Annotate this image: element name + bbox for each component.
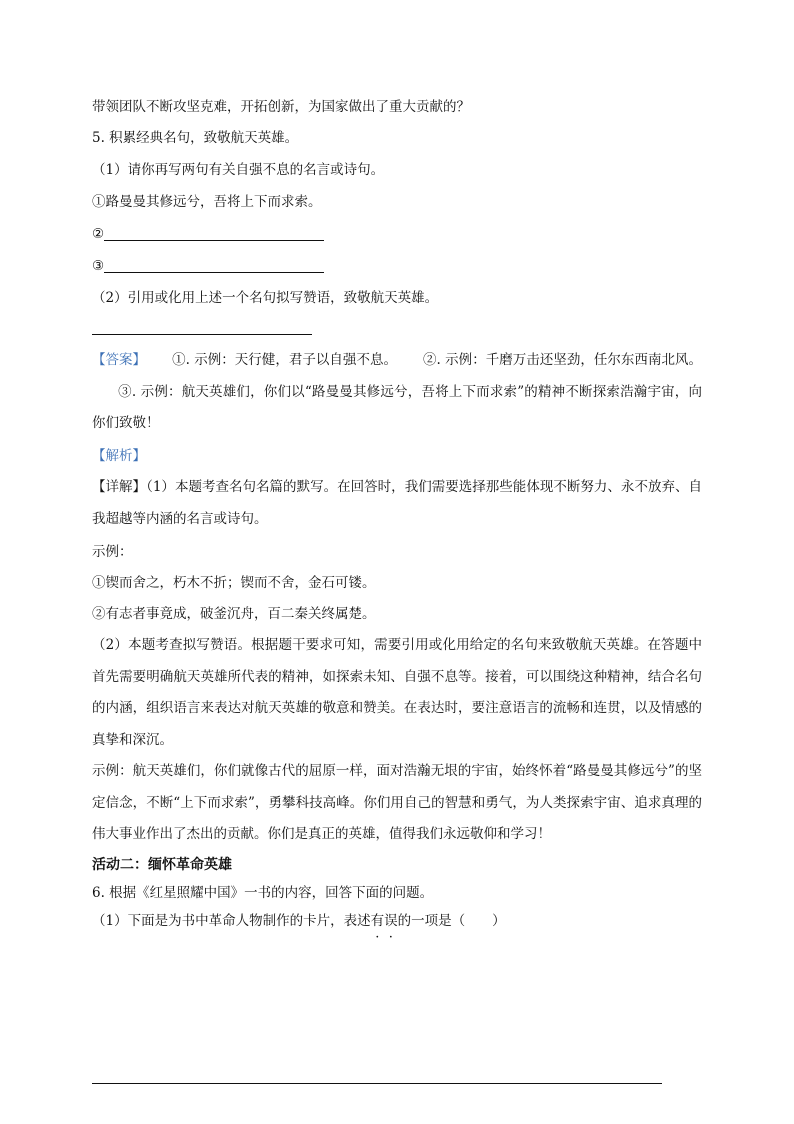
analysis-p3: 示例：航天英雄们，你们就像古代的屈原一样，面对浩瀚无垠的宇宙，始终怀着“路曼曼其修远兮”的坚定信念，不断“上下而求索”，勇攀科技高峰。你们用自己的智慧和勇气，为人类探索宇宙、追求真理的伟大事业作出了杰出的贡献。你们是真正的英雄，值得我们永远敬仰和学习！	[92, 763, 702, 842]
question-6-title: 6. 根据《红星照耀中国》一书的内容，回答下面的问题。	[92, 885, 434, 901]
answer-block	[92, 345, 702, 440]
item3-prefix: ③	[92, 258, 105, 274]
emphasis-char-wu: 误	[384, 913, 398, 929]
analysis-tag: 【解析】	[92, 448, 146, 464]
example-1: ①锲而舍之，朽木不折；锲而不舍，金石可镂。	[92, 575, 376, 591]
question-5-item2	[92, 224, 324, 244]
answer-blank-3[interactable]	[104, 257, 324, 273]
question-5-sub2: （2）引用或化用上述一个名句拟写赞语，致敬航天英雄。	[92, 290, 439, 306]
question-5-title: 5. 积累经典名句，致敬航天英雄。	[92, 130, 299, 146]
answer-blank-4-row	[92, 318, 312, 338]
question-6-sub1	[92, 911, 506, 931]
detail-tag: 【详解】	[92, 479, 147, 495]
answer-tag: 【答案】	[92, 352, 147, 368]
example-label: 示例：	[92, 544, 133, 560]
q6-sub1-part-d: 的一项是（ ）	[397, 913, 506, 929]
activity-2-heading: 活动二：缅怀革命英雄	[92, 857, 232, 873]
question-5-item3	[92, 256, 324, 276]
emphasis-char-you: 有	[370, 913, 385, 929]
analysis-part1	[92, 472, 702, 535]
item2-prefix: ②	[92, 226, 105, 242]
answer-3: ③. 示例：航天英雄们，你们以“路曼曼其修远兮，吾将上下而求索”的精神不断探索浩瀚宇宙，向你们致敬！	[92, 383, 702, 431]
question-5-item1: ①路曼曼其修远兮，吾将上下而求索。	[92, 194, 322, 210]
analysis-p1: （1）本题考查名句名篇的默写。在回答时，我们需要选择那些能体现不断努力、永不放弃、自我超越等内涵的名言或诗句。	[92, 479, 702, 527]
answer-1: ①. 示例：天行健，君子以自强不息。	[172, 352, 398, 368]
example-2: ②有志者事竟成，破釜沉舟，百二秦关终属楚。	[92, 606, 376, 622]
answer-2: ②. 示例：千磨万击还坚劲，任尔东西南北风。	[423, 352, 702, 368]
question-5-sub1: （1）请你再写两句有关自强不息的名言或诗句。	[92, 162, 385, 178]
answer-blank-2[interactable]	[104, 225, 324, 241]
q6-sub1-part-a: （1）下面是为书中革命人物制作的卡片，表述	[92, 913, 371, 929]
answer-blank-4[interactable]	[92, 319, 312, 335]
analysis-p2: （2）本题考查拟写赞语。根据题干要求可知，需要引用或化用给定的名句来致敬航天英雄。在答题中首先需要明确航天英雄所代表的精神，如探索未知、自强不息等。接着，可以围绕这种精神，结合名句的内涵，组织语言来表达对航天英雄的敬意和赞美。在表达时，要注意语言的流畅和连贯，以及情感的真挚和深沉。	[92, 637, 702, 748]
intro-text: 带领团队不断攻坚克难，开拓创新，为国家做出了重大贡献的？	[92, 99, 470, 115]
footer-divider	[92, 1083, 662, 1084]
